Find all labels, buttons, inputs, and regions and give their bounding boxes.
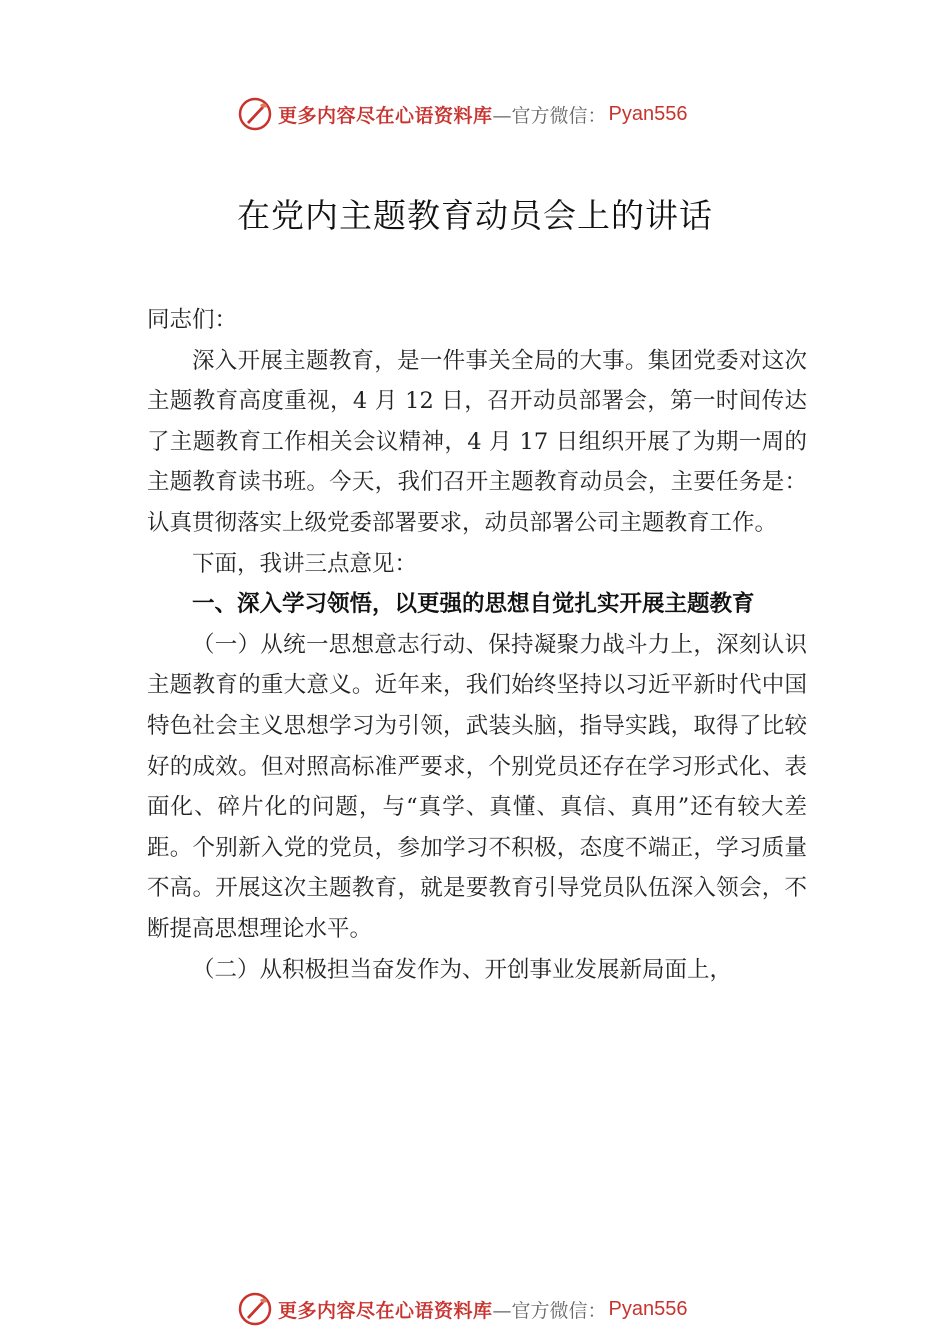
watermark-text: 更多内容尽在心语资料库 (278, 1299, 493, 1322)
wechat-id: Pyan556 (608, 1297, 688, 1320)
quill-logo-icon (238, 97, 272, 131)
paragraph: （一）从统一思想意志行动、保持凝聚力战斗力上，深刻认识主题教育的重大意义。近年来，我们始终坚持以习近平新时代中国特色社会主义思想学习为引领，武装头脑，指导实践，取得了比较好的成效。但对照高标准严要求，个别党员还存在学习形式化、表面化、碎片化的问题，与“真学、真懂、真信、真用”还有较大差距。个别新入党的党员，参加学习不积极，态度不端正，学习质量不高。开展这次主题教育，就是要教育引导党员队伍深入领会，不断提高思想理论水平。 (147, 631, 807, 942)
page-title: 在党内主题教育动员会上的讲话 (237, 196, 713, 235)
wechat-id: Pyan556 (608, 102, 688, 125)
salutation: 同志们： (147, 307, 238, 333)
watermark-separator: —官方微信： (492, 1299, 607, 1322)
document-body (147, 300, 807, 990)
watermark-text: 更多内容尽在心语资料库 (278, 104, 493, 127)
paragraph: （二）从积极担当奋发作为、开创事业发展新局面上， (192, 956, 733, 983)
header-watermark (238, 95, 738, 133)
paragraph: 深入开展主题教育，是一件事关全局的大事。集团党委对这次主题教育高度重视，4 月 12 日，召开动员部署会，第一时间传达了主题教育工作相关会议精神，4 月 17 日组织开展了为期一周的主题教育读书班。今天，我们召开主题教育动员会，主要任务是：认真贯彻落实上级党委部署要求，动员部署公司主题教育工作。 (147, 347, 807, 536)
footer-watermark (238, 1290, 738, 1328)
quill-logo-icon (238, 1292, 272, 1326)
paragraph: 下面，我讲三点意见： (192, 550, 418, 577)
section-heading: 一、深入学习领悟，以更强的思想自觉扎实开展主题教育 (192, 591, 755, 618)
watermark-separator: —官方微信： (492, 104, 607, 127)
